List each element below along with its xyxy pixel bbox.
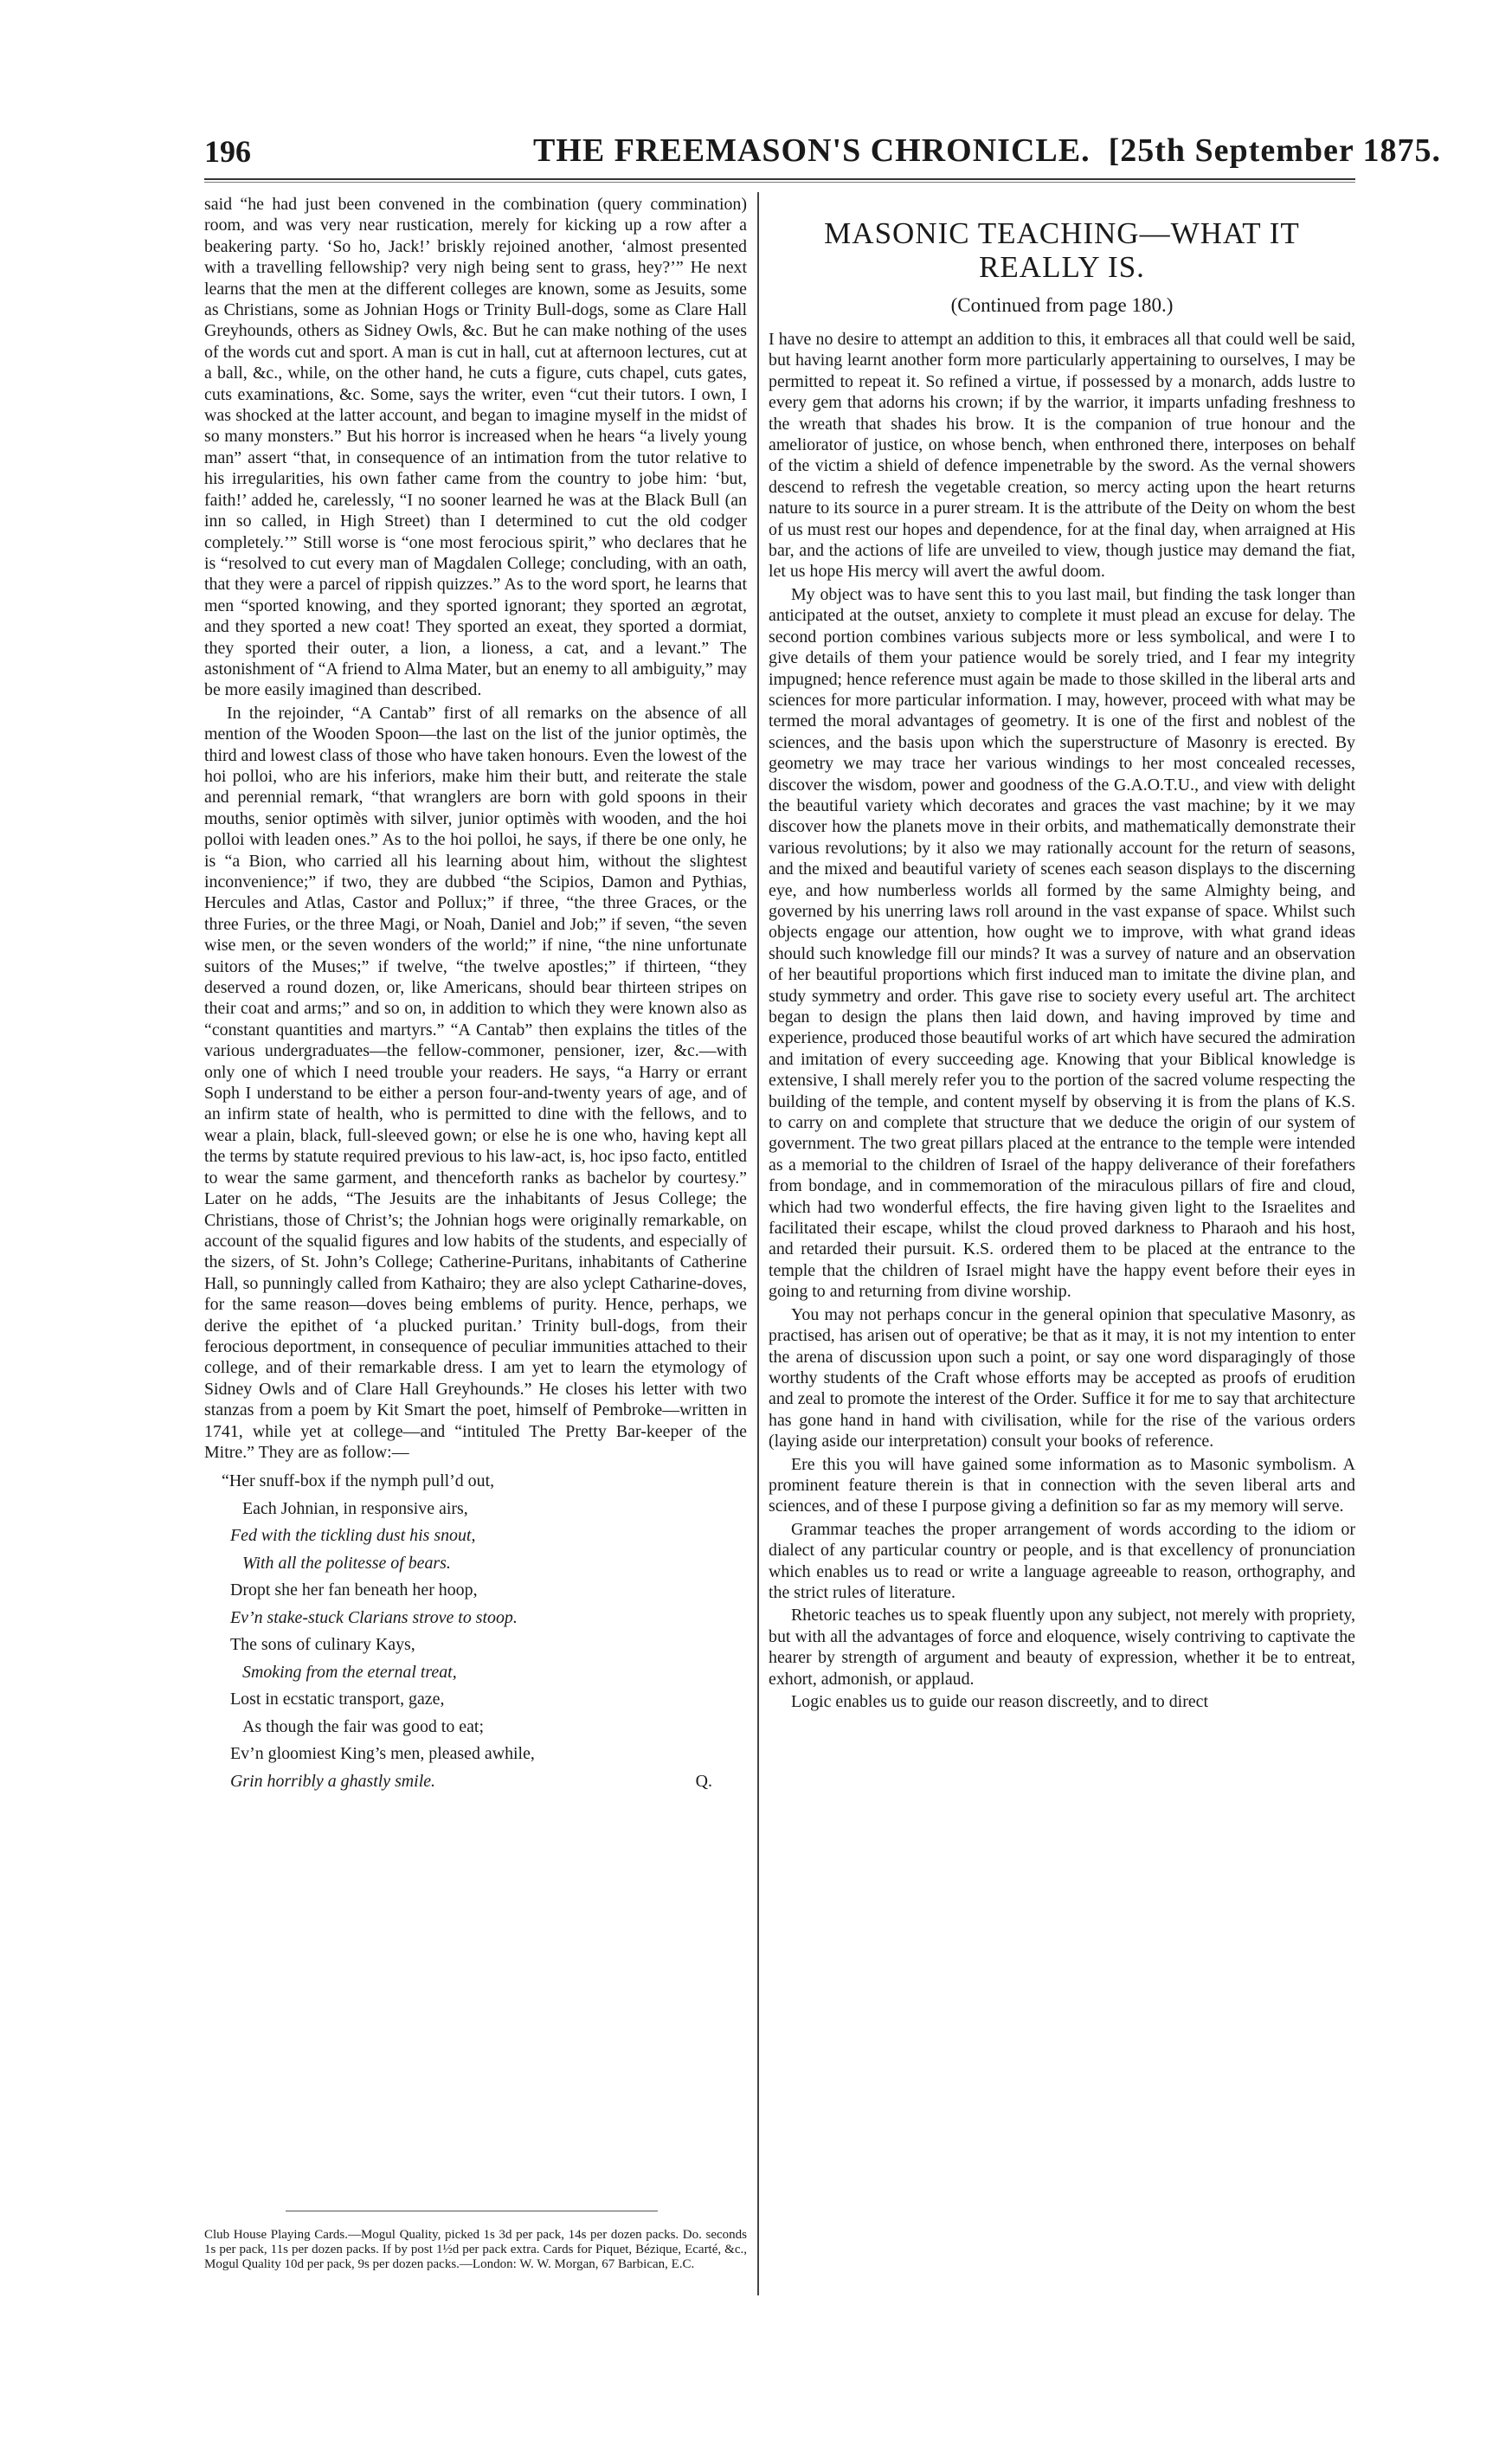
poem-line: The sons of culinary Kays,: [230, 1635, 415, 1655]
article-paragraph: You may not perhaps concur in the general opinion that speculative Masonry, as practised, has arisen out of operative; be that as it may, it is not my intention to enter the arena of discussion upon such a point, or say one word disparagingly of those worthy students of the Craft whose efforts may be accepted as proofs of erudition and zeal to promote the interest of the Order. Suffice it for me to say that architecture has gone hand in hand with civilisation, while for the rise of the various orders (laying aside our interpretation) consult your books of reference.: [769, 1304, 1355, 1452]
article-paragraph: My object was to have sent this to you last mail, but finding the task longer than anticipated at the outset, anxiety to complete it must plead an excuse for delay. The second portion combines various subjects more or less symbolical, and were I to give details of them your patience would be sorely tried, and I fear my integrity impugned; hence reference must again be made to those skilled in the liberal arts and sciences for more particular information. I may, however, proceed with what may be termed the moral advantages of geometry. It is one of the first and noblest of the sciences, and the basis upon which the superstructure of Masonry is erected. By geometry we may trace her various windings to her most concealed recesses, discover the wisdom, power and goodness of the G.A.O.T.U., and view with delight the beautiful variety which decorates and graces the vast machine; by it we may discover how the planets move in their orbits, and mathematically demonstrate their various revolutions; by it also we may rationally account for the return of seasons, and the mixed and beautiful variety of scenes each season displays to the discerning eye, and how numberless worlds all formed by the same Almighty being, and governed by his unerring laws roll around in the vast expanse of space. Whilst such objects engage our attention, how ought we to improve, with what grand ideas should such knowledge fill our minds? It was a survey of nature and an observation of her beautiful proportions which first induced man to imitate the divine plan, and study symmetry and order. This gave rise to society every useful art. The architect began to design the plans then laid down, and having improved by time and experience, produced those beautiful works of art which have secured the admiration and imitation of every succeeding age. Knowing that your Biblical knowledge is extensive, I shall merely refer you to the portion of the sacred volume respecting the building of the temple, and content myself by observing it is from the plans of K.S. to carry on and complete that structure that we deduce the origin of our system of government. The two great pillars placed at the entrance to the temple were intended as a memorial to the children of Israel of the happy deliverance of their forefathers from bondage, and in commemoration of the miraculous pillars of fire and cloud, which had two wonderful effects, the fire having given light to the Israelites and facilitated their escape, whilst the cloud proved darkness to Pharaoh and his host, and retarded their pursuit. K.S. ordered them to be placed at the entrance to the temple that the children of Israel might have the happy event before their eyes in going to and returning from divine worship.: [769, 584, 1355, 1302]
issue-date: [25th September 1875.: [1108, 132, 1442, 169]
poem-line: Dropt she her fan beneath her hoop,: [230, 1580, 478, 1600]
poem-line: Lost in ecstatic transport, gaze,: [230, 1690, 445, 1709]
left-column: [204, 194, 747, 1795]
poem-line: Smoking from the eternal treat,: [242, 1662, 457, 1682]
column-divider: [757, 192, 759, 2295]
poem-line: Ev’n gloomiest King’s men, pleased awhile,: [230, 1744, 535, 1764]
article-paragraph: Grammar teaches the proper arrangement of words according to the idiom or dialect of any particular country or people, and is that excellency of pronunciation which enables us to read or write a language agreeable to reason, orthography, and the strict rules of literature.: [769, 1519, 1355, 1602]
continued-note: (Continued from page 180.): [950, 294, 1174, 316]
poem-line: Each Johnian, in responsive airs,: [242, 1498, 468, 1518]
page-number: 196: [204, 134, 251, 169]
left-paragraph-2: In the rejoinder, “A Cantab” first of all remarks on the absence of all mention of the Wooden Spoon—the last on the list of the junior optimès, the third and lowest class of those who have taken honours. Even the lowest of the hoi polloi, who are his inferiors, make him their butt, and reiterate the stale and perennial remark, “that wranglers are born with gold spoons in their mouths, senior optimès with silver, junior optimès with wooden, and the hoi polloi with leaden ones.” As to the hoi polloi, he says, if there be one only, he is “a Bion, who carried all his learning about him, without the slightest inconvenience;” if two, they are dubbed “the Scipios, Damon and Pythias, Hercules and Atlas, Castor and Pollux;” if three, “the three Graces, or the three Furies, or the three Magi, or Noah, Daniel and Job;” if seven, “the seven wise men, or the seven wonders of the world;” if nine, “the nine unfortunate suitors of the Muses;” if twelve, “the twelve apostles;” if thirteen, “they deserved a round dozen, or, like Americans, should bear thirteen stripes on their coat and arms;” and so on, in addition to which they were known also as “constant quantities and martyrs.” “A Cantab” then explains the titles of the various undergraduates—the fellow-commoner, pensioner, izer, &c.—with only one of which I need trouble your readers. He says, “a Harry or errant Soph I understand to be either a person four-and-twenty years of age, and of an infirm state of health, who is permitted to dine with the fellows, and to wear a plain, black, full-sleeved gown; or else he is one who, having kept all the terms by statute required previous to his law-act, is, hoc ipso facto, entitled to wear the same garment, and thenceforth ranks as bachelor by courtesy.” Later on he adds, “The Jesuits are the inhabitants of Jesus College; the Christians, those of Christ’s; the Johnian hogs were originally remarkable, on account of the squalid figures and low habits of the students, and especially of the sizers, of St. John’s College; Catherine-Puritans, inhabitants of Catherine Hall, so punningly called from Kathairo; they are also yclept Catharine-doves, for the same reason—doves being emblems of purity. Hence, perhaps, we derive the epithet of ‘a plucked puritan.’ Trinity bull-dogs, from their ferocious deportment, in consequence of peculiar immunities attached to their college, and of their remarkable dress. I am yet to learn the etymology of Sidney Owls and of Clare Hall Greyhounds.” He closes his letter with two stanzas from a poem by Kit Smart the poet, himself of Pembroke—written in 1741, while yet at college—and “intituled The Pretty Bar-keeper of the Mitre.” They are as follow:—: [204, 703, 747, 1462]
header-rule: [204, 178, 1355, 180]
article-paragraph: Logic enables us to guide our reason discreetly, and to direct: [791, 1692, 1209, 1711]
poem-line: Fed with the tickling dust his snout,: [230, 1526, 476, 1546]
signature: Q.: [695, 1771, 712, 1791]
left-paragraph-1: said “he had just been convened in the combination (query commination) room, and was very near rustication, merely for kicking up a row after a beakering party. ‘So ho, Jack!’ briskly rejoined another, ‘almost presented with a travelling fellowship? very nigh being sent to grass, hey?’” He next learns that the men at the different colleges are known, some as Jesuits, some as Christians, some as Johnian Hogs or Trinity Bull-dogs, some as Clare Hall Greyhounds, others as Sidney Owls, &c. But he can make nothing of the uses of the words cut and sport. A man is cut in hall, cut at afternoon lectures, cut at a ball, &c., while, on the other hand, he cuts a figure, cuts chapel, cuts gates, cuts examinations, &c. Some, says the writer, even “cut their tutors. I own, I was shocked at the latter account, and began to imagine myself in the midst of so many monsters.” But his horror is increased when he hears “a lively young man” assert “that, in consequence of an intimation from the tutor relative to his irregularities, his own father came from the country to jobe him: ‘but, faith!’ added he, carelessly, “I no sooner learned he was at the Black Bull (an inn so called, in High Street) than I determined to cut the old codger completely.’” Still worse is “one most ferocious spirit,” who declares that he is “resolved to cut every man of Magdalen College; concluding, with an oath, that they were a parcel of rippish quizzes.” As to the word sport, he learns that men “sported knowing, and they sported ignorant; they sported an ægrotat, and they sported a new coat! They sported an exeat, they sported a dormiat, they sported their outer, a lion, a lioness, a cat, and a levant.” The astonishment of “A friend to Alma Mater, but an enemy to all ambiguity,” may be more easily imagined than described.: [204, 195, 747, 700]
poem-line: With all the politesse of bears.: [242, 1553, 451, 1573]
masthead-title: [533, 132, 1441, 170]
article-title: MASONIC TEACHING—WHAT IT REALLY IS.: [824, 216, 1300, 284]
poem: [204, 1468, 747, 1795]
right-column: [769, 194, 1355, 1714]
poem-line: Ev’n stake-stuck Clarians strove to stoop.: [230, 1607, 518, 1627]
article-paragraph: I have no desire to attempt an addition to this, it embraces all that could well be said, but having learnt another form more particularly appertaining to ourselves, I may be permitted to repeat it. So refined a virtue, if possessed by a monarch, adds lustre to every gem that adorns his crown; if by the warrior, it imparts unfading freshness to the wreath that shades his brow. It is the companion of true honour and the ameliorator of justice, on whose bench, when enthroned there, interposes on behalf of the victim a shield of defence impenetrable by the sword. As the vernal showers descend to refresh the vegetable creation, so mercy acting upon the heart returns nature to its source in a purer stream. It is the attribute of the Deity on whom the best of us must rest our hopes and dependence, for at the final day, when arraigned at His bar, and the actions of life are unveiled to view, though justice may demand the fiat, let us hope His mercy will avert the awful doom.: [769, 330, 1355, 582]
page-header: [204, 128, 1442, 180]
newspaper-title: THE FREEMASON'S CHRONICLE.: [533, 132, 1091, 169]
poem-line: “Her snuff-box if the nymph pull’d out,: [222, 1471, 495, 1491]
article-paragraph: Ere this you will have gained some information as to Masonic symbolism. A prominent feature therein is that in connection with the seven liberal arts and sciences, and of these I purpose giving a definition so far as my memory will serve.: [769, 1454, 1355, 1516]
poem-line: Grin horribly a ghastly smile.: [230, 1771, 436, 1791]
header-rule-thin: [204, 182, 1355, 183]
poem-line: As though the fair was good to eat;: [242, 1716, 484, 1736]
article-paragraph: Rhetoric teaches us to speak fluently upon any subject, not merely with propriety, but with all the advantages of force and eloquence, wisely contriving to captivate the hearer by strength of argument and beauty of expression, whether it be to entreat, exhort, admonish, or applaud.: [769, 1606, 1355, 1689]
advertisement-footnote: Club House Playing Cards.—Mogul Quality, picked 1s 3d per pack, 14s per dozen packs. Do. seconds 1s per pack, 11s per dozen packs. If by post 1½d per pack extra. Cards for Piquet, Bézique, Ecarté, &c., Mogul Quality 10d per pack, 9s per dozen packs.—London: W. W. Morgan, 67 Barbican, E.C.: [204, 2228, 747, 2271]
